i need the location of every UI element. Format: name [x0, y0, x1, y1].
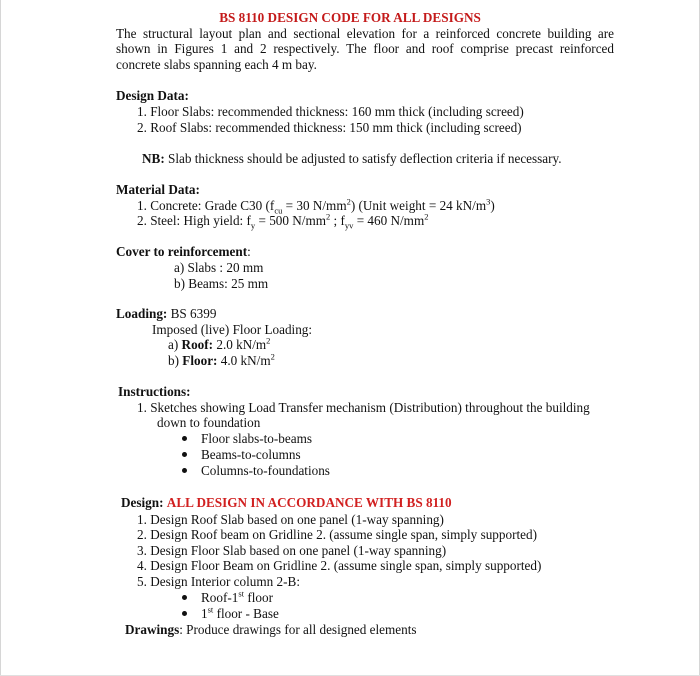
design-item-1: 1. Design Roof Slab based on one panel (1-way spanning): [137, 512, 444, 527]
design-item-3: 3. Design Floor Slab based on one panel (1-way spanning): [137, 543, 447, 558]
design-item-4: 4. Design Floor Beam on Gridline 2. (assume single span, simply supported): [137, 558, 542, 573]
column-sub-item-1: [201, 590, 273, 606]
sub2-text-b: floor - Base: [213, 606, 279, 621]
design-label: Design:: [121, 495, 164, 510]
steel-text-c: ; f: [330, 213, 345, 228]
sub2-sup: st: [207, 604, 214, 615]
loading-heading: Loading:: [116, 306, 168, 321]
design-item-5: 5. Design Interior column 2-B:: [137, 574, 300, 589]
steel-text-d: = 460 N/mm: [353, 213, 425, 228]
design-data-heading: Design Data:: [116, 88, 189, 103]
concrete-sup-1: 2: [346, 196, 351, 207]
design-data-item-2: 2. Roof Slabs: recommended thickness: 150 mm thick (including screed): [137, 120, 522, 135]
bullet-item-3: Columns-to-foundations: [201, 463, 330, 478]
instructions-item-line-1: 1. Sketches showing Load Transfer mechanism (Distribution) throughout the building: [137, 400, 590, 415]
floor-prefix: b): [168, 353, 183, 368]
design-accent: ALL DESIGN IN ACCORDANCE WITH BS 8110: [166, 495, 452, 510]
concrete-text-d: ): [490, 198, 495, 213]
steel-sub-1: y: [250, 220, 256, 231]
steel-text-a: 2. Steel: High yield: f: [137, 213, 251, 228]
sub1-text-b: floor: [244, 590, 273, 605]
loading-roof: [168, 337, 270, 353]
cover-heading: Cover to reinforcement: [116, 244, 248, 259]
sub2-text-a: 1: [201, 606, 208, 621]
instructions-heading: Instructions:: [118, 384, 191, 399]
roof-sup: 2: [266, 335, 271, 346]
instructions-item-line-2: down to foundation: [157, 415, 261, 430]
steel-sub-2: yv: [344, 220, 354, 231]
steel-sup-2: 2: [424, 211, 429, 222]
concrete-text-b: = 30 N/mm: [282, 198, 347, 213]
loading-subheading: Imposed (live) Floor Loading:: [152, 322, 313, 337]
cover-item-slabs: a) Slabs : 20 mm: [174, 260, 264, 275]
cover-colon: :: [247, 244, 251, 259]
nb-label: NB:: [142, 151, 165, 166]
concrete-text-c: ) (Unit weight = 24 kN/m: [350, 198, 487, 213]
concrete-text-a: 1. Concrete: Grade C30 (f: [137, 198, 275, 213]
bullet-item-2: Beams-to-columns: [201, 447, 301, 462]
roof-prefix: a): [168, 337, 182, 352]
material-concrete: [137, 198, 495, 214]
loading-floor: [168, 353, 275, 369]
bullet-icon: [182, 436, 187, 441]
floor-label: Floor:: [182, 353, 218, 368]
floor-value: 4.0 kN/m: [217, 353, 271, 368]
sub1-text-a: Roof-1: [201, 590, 239, 605]
design-data-item-1: 1. Floor Slabs: recommended thickness: 160 mm thick (including screed): [137, 104, 524, 119]
drawings-text: : Produce drawings for all designed elements: [179, 622, 417, 637]
material-steel: [137, 213, 428, 229]
design-line: [121, 495, 452, 511]
cover-item-beams: b) Beams: 25 mm: [174, 276, 269, 291]
intro-line-3: concrete slabs spanning each 4 m bay.: [116, 57, 317, 72]
loading-line: [116, 306, 216, 322]
bullet-icon: [182, 595, 187, 600]
sub1-sup: st: [238, 588, 245, 599]
steel-sup-1: 2: [325, 211, 331, 222]
steel-text-b: = 500 N/mm: [255, 213, 326, 228]
roof-value: 2.0 kN/m: [213, 337, 267, 352]
page-left-border: [0, 0, 1, 676]
material-heading: Material Data:: [116, 182, 200, 197]
drawings-label: Drawings: [125, 622, 180, 637]
floor-sup: 2: [270, 351, 275, 362]
cover-heading-line: [116, 244, 251, 260]
nb-note: [142, 151, 562, 167]
bullet-icon: [182, 452, 187, 457]
roof-label: Roof:: [181, 337, 214, 352]
design-item-2: 2. Design Roof beam on Gridline 2. (assume single span, simply supported): [137, 527, 537, 542]
document-title: BS 8110 DESIGN CODE FOR ALL DESIGNS: [219, 10, 481, 25]
drawings-line: [125, 622, 417, 638]
bullet-icon: [182, 468, 187, 473]
column-sub-item-2: [201, 606, 279, 622]
intro-line-1: The structural layout plan and sectional elevation for a reinforced concrete building are: [116, 26, 614, 41]
bullet-item-1: Floor slabs-to-beams: [201, 431, 312, 446]
nb-text: Slab thickness should be adjusted to satisfy deflection criteria if necessary.: [164, 151, 562, 166]
intro-line-2: shown in Figures 1 and 2 respectively. The floor and roof comprise precast reinforced: [116, 41, 614, 56]
concrete-sup-2: 3: [486, 196, 491, 207]
concrete-sub: cu: [274, 205, 283, 216]
bullet-icon: [182, 611, 187, 616]
loading-code: BS 6399: [167, 306, 217, 321]
